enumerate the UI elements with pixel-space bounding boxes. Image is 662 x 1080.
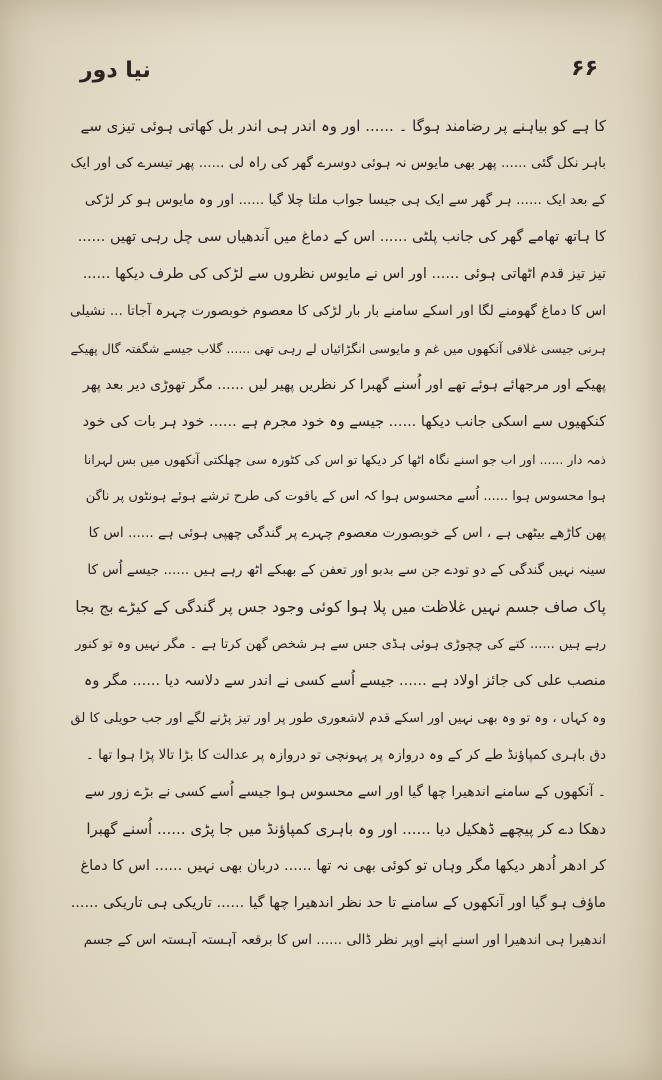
text-line: ۔ آنکھوں کے سامنے اندھیرا چھا گیا اور اسے محسوس ہوا جیسے اُسے کسی نے بڑے زور سے	[84, 784, 606, 800]
text-line: رہے ہیں ...... کتے کی چچوڑی ہوئی ہڈی جس سے ہر شخص گھن کرتا ہے ۔ مگر نہیں وہ تو کنور	[75, 637, 606, 652]
text-line: ہرنی جیسی غلافی آنکھوں میں غم و مایوسی انگڑائیاں لے رہی تھی ...... گلاب جیسے شگفتہ گال پھیکے	[70, 341, 606, 356]
text-line: باہر نکل گئی ...... پھر بھی مایوس نہ ہوئی دوسرے گھر کی راہ لی ...... پھر تیسرے کی اور ایک	[70, 155, 606, 171]
text-line: پاک صاف جسم نہیں غلاظت میں پلا ہوا کوئی وجود جس پر گندگی کے کیڑے بج بجا	[75, 598, 606, 616]
text-line: کا ہے کو بیاہنے پر رضامند ہوگا ۔ ...... اور وہ اندر ہی اندر بل کھاتی ہوئی تیزی سے	[80, 117, 606, 135]
text-line: اندھیرا ہی اندھیرا اور اسنے اپنے اوپر نظر ڈالی ...... اس کا برقعہ آہستہ آہستہ اس کے جسم	[83, 932, 606, 948]
text-line: منصب علی کی جائز اولاد ہے ...... جیسے اُسے کسی نے اندر سے دلاسہ دیا ...... مگر وہ	[83, 673, 606, 689]
page-header	[80, 56, 598, 92]
page-number: ۶۶	[571, 56, 598, 81]
text-line: ماؤف ہو گیا اور آنکھوں کے سامنے تا حد نظر اندھیرا چھا گیا ...... تاریکی ہی تاریکی ......	[70, 895, 606, 911]
text-line: دھکا دے کر پیچھے ڈھکیل دیا ...... اور وہ باہری کمپاؤنڈ میں جا پڑی ...... اُسنے گھبرا	[86, 820, 606, 838]
text-line: ذمہ دار ...... اور اب جو اسنے نگاہ اٹھا کر دیکھا تو اس کی کٹورہ سی چھلکتی آنکھوں میں بس لہرانا	[83, 452, 606, 467]
text-line: پھیکے اور مرجھائے ہوئے تھے اور اُسنے گھبرا کر نظریں پھیر لیں ...... مگر تھوڑی دیر بعد پھر	[82, 377, 606, 393]
text-line: تیز تیز قدم اٹھاتی ہوئی ...... اور اس نے مایوس نظروں سے لڑکی کی طرف دیکھا ......	[82, 266, 606, 282]
body-text	[70, 108, 606, 959]
running-head: نیا دور	[80, 58, 151, 83]
text-line: کنکھیوں سے اسکی جانب دیکھا ...... جیسے وہ خود مجرم ہے ...... خود ہر بات کی خود	[82, 414, 606, 430]
text-line: کے بعد ایک ...... ہر گھر سے ایک ہی جیسا جواب ملتا چلا گیا ...... اور وہ مایوس ہو کر لڑکی	[84, 192, 606, 208]
text-line: کر ادھر اُدھر دیکھا مگر وہاں تو کوئی بھی نہ تھا ...... دربان بھی نہیں ...... اس کا دماغ	[80, 858, 606, 874]
text-line: ہوا محسوس ہوا ...... اُسے محسوس ہوا کہ اس کے یاقوت کی طرح ترشے ہوئے ہونٹوں پر ناگن	[85, 489, 606, 504]
text-line: کا ہاتھ تھامے گھر کی جانب پلٹی ...... اس کے دماغ میں آندھیاں سی چل رہی تھیں ......	[77, 229, 606, 245]
text-line: وہ کہاں ، وہ تو وہ بھی نہیں اور اسکے قدم لاشعوری طور پر اور تیز پڑنے لگے اور جب حویلی کا لق	[70, 711, 606, 726]
text-line: سینہ نہیں گندگی کے دو تودے جن سے بدبو اور تعفن کے بھبکے اٹھ رہے ہیں ...... جیسے اُس کا	[87, 562, 606, 578]
text-line: دق باہری کمپاؤنڈ طے کر کے وہ دروازہ پر پہونچی تو دروازہ پر عدالت کا بڑا تالا پڑا ہوا تھا ۔	[85, 747, 606, 763]
text-line: اس کا دماغ گھومنے لگا اور اسکے سامنے بار بار لڑکی کا معصوم خوبصورت چہرہ آجاتا ... نشیلی	[70, 303, 606, 319]
text-line: پھن کاڑھے بیٹھی ہے ، اس کے خوبصورت معصوم چہرے پر گندگی چھپی ہوئی ہے ...... اس کا	[88, 525, 606, 541]
